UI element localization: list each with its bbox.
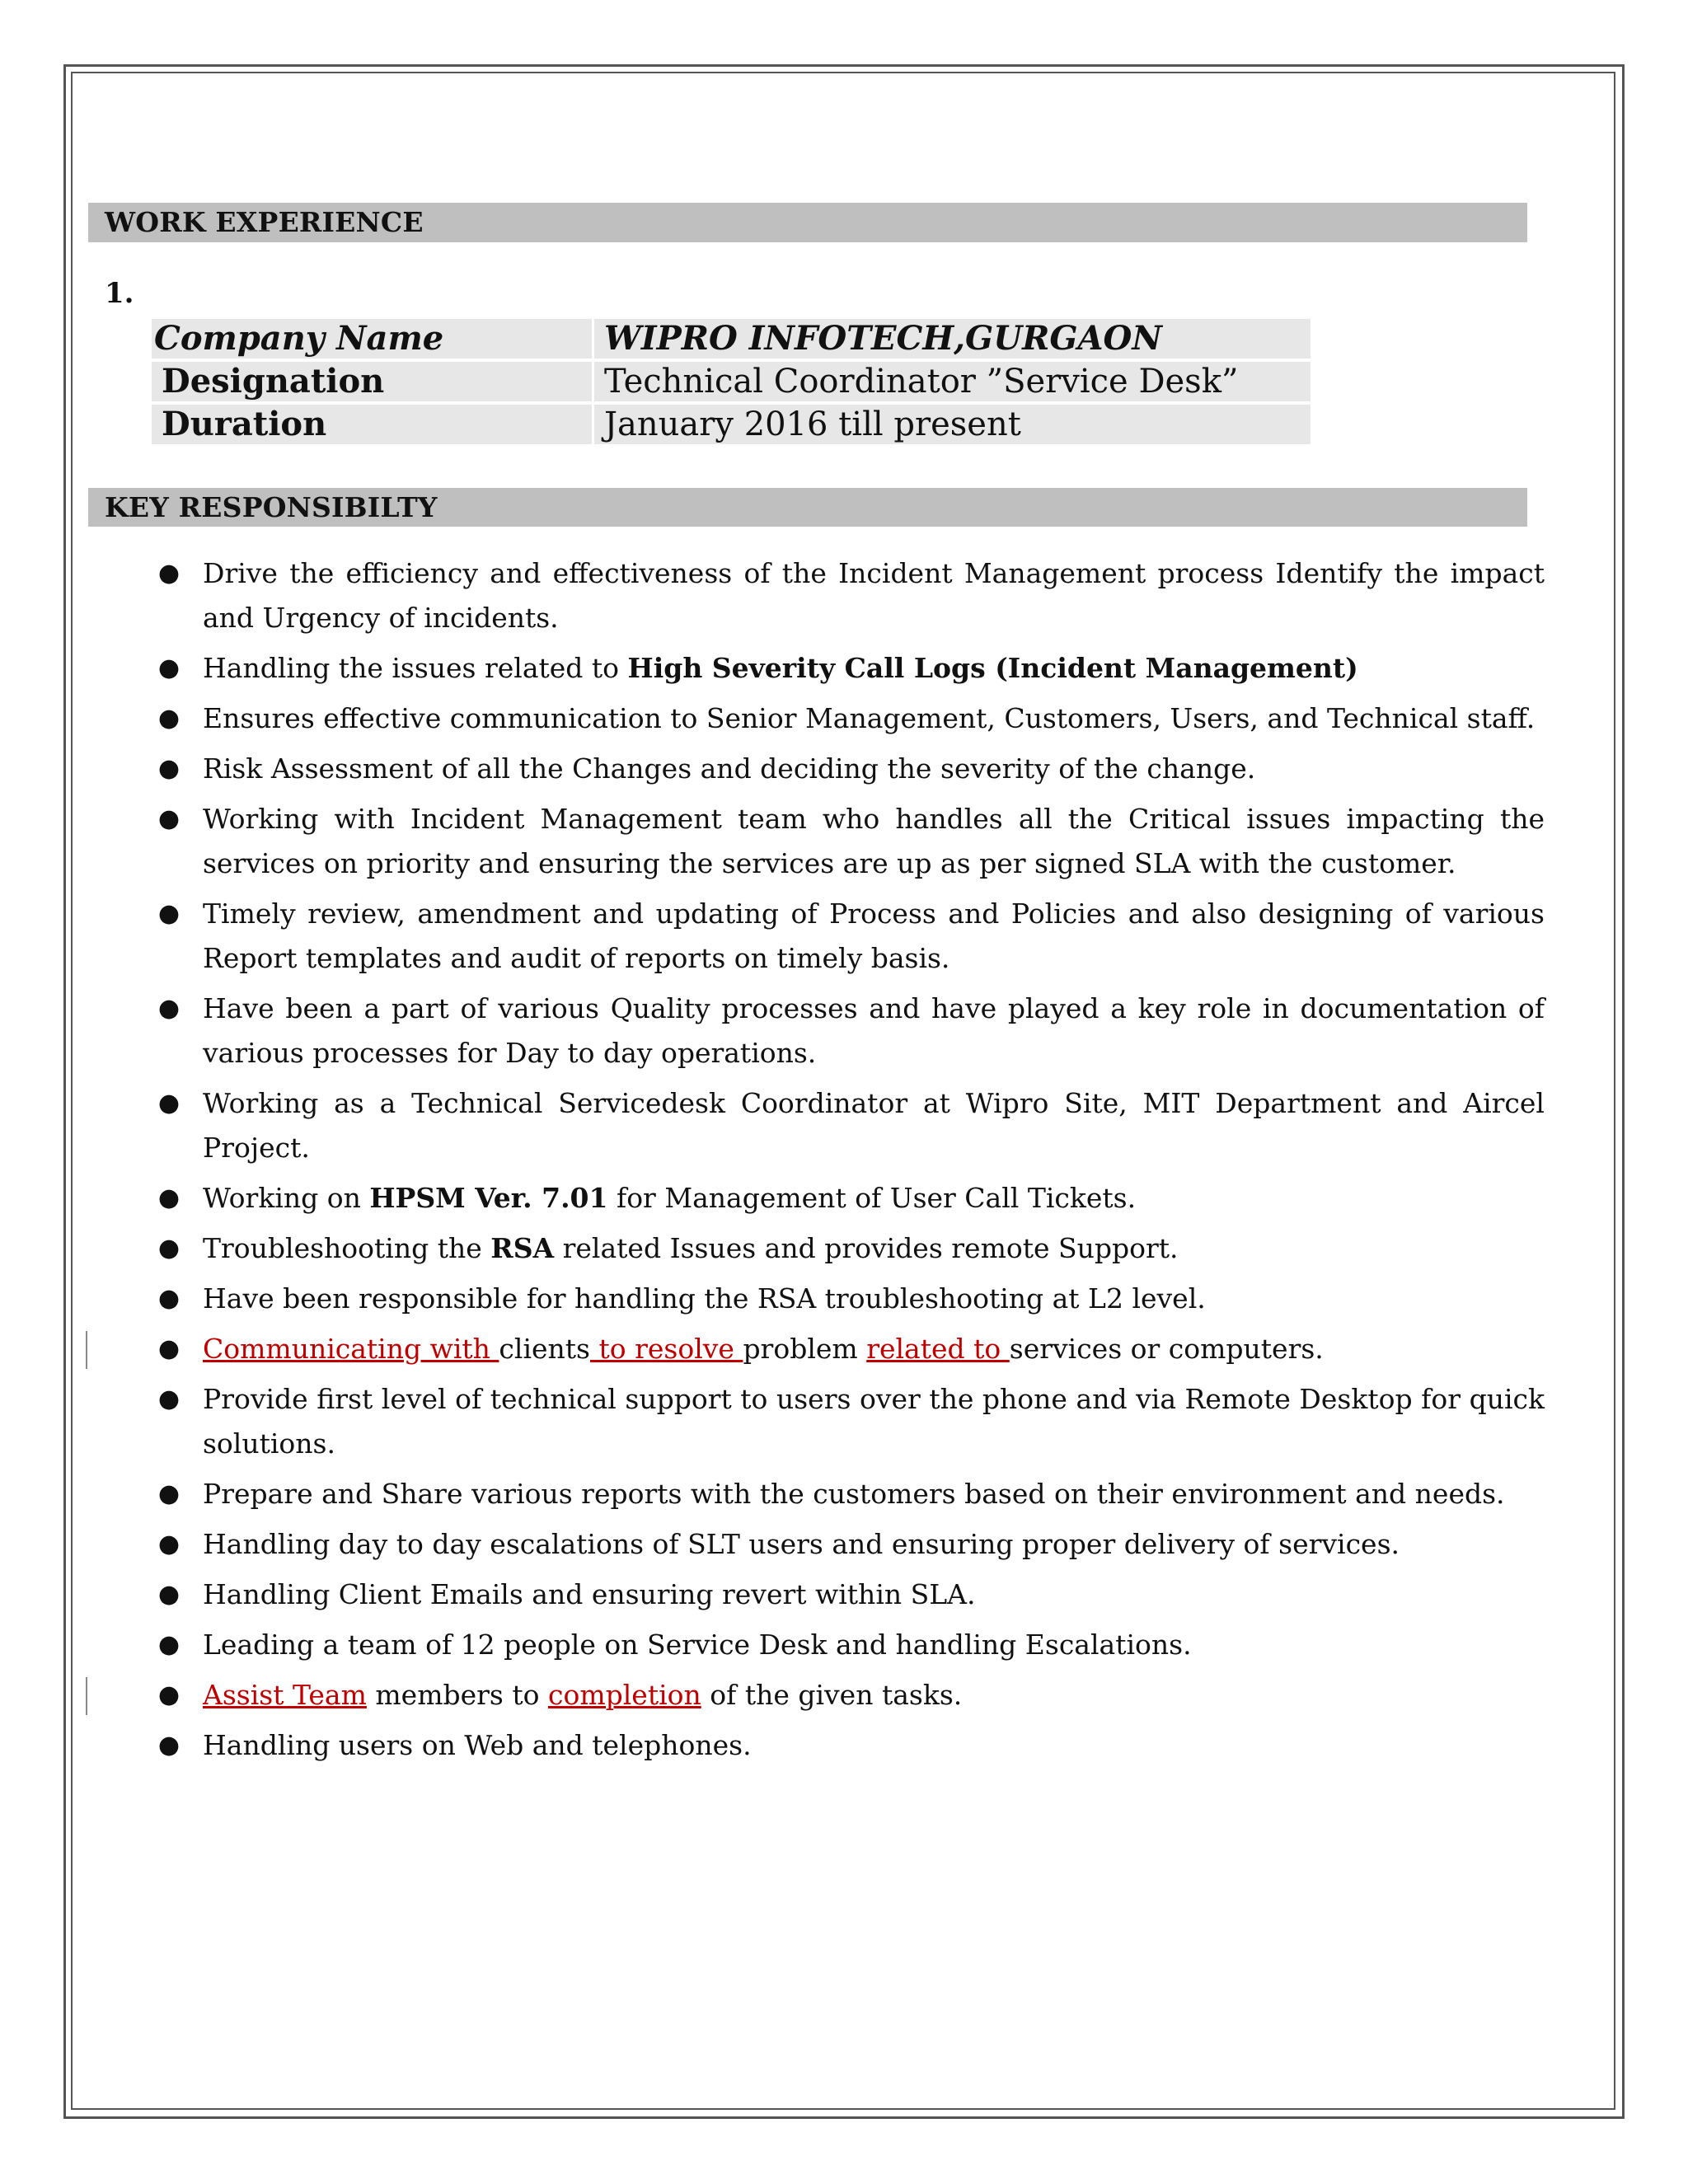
list-item-text: related Issues and provides remote Support. [554,1232,1179,1264]
list-item [157,1377,1545,1466]
list-item [157,1472,1545,1516]
bullet-icon: ● [157,1530,181,1558]
list-item [157,1277,1545,1321]
job-info-table [152,316,1311,448]
designation-value: Technical Coordinator ”Service Desk” [592,362,1311,401]
bullet-icon: ● [157,899,181,928]
bullet-icon: ● [157,1479,181,1508]
list-item-text: Ensures effective communication to Senior Management, Customers, Users, and Technical staff. [203,702,1536,734]
bullet-icon: ● [157,654,181,682]
list-item [157,747,1545,791]
work-experience-header: WORK EXPERIENCE [88,203,1527,242]
bullet-icon: ● [157,1630,181,1659]
list-item-text: Leading a team of 12 people on Service Desk and handling Escalations. [203,1629,1192,1661]
list-item-text: of the given tasks. [701,1679,963,1711]
bullet-icon: ● [157,1385,181,1413]
company-name-value: WIPRO INFOTECH,GURGAON [592,319,1311,359]
table-row-duration [152,405,1311,444]
list-item-bold-text: RSA [490,1232,555,1264]
list-item-text: Working as a Technical Servicedesk Coordinator at Wipro Site, MIT Department and Aircel Project. [203,1087,1545,1164]
duration-value: January 2016 till present [592,405,1311,444]
bullet-icon: ● [157,1284,181,1313]
list-item-text: Timely review, amendment and updating of Process and Policies and also designing of various Report templates and audit of reports on timely basis. [203,898,1545,974]
designation-label: Designation [152,362,592,401]
tracked-change-text: Assist Team [203,1679,367,1711]
list-item-text: Risk Assessment of all the Changes and deciding the severity of the change. [203,752,1256,785]
list-item-text: Working on [203,1182,370,1214]
key-responsibility-header: KEY RESPONSIBILTY [88,488,1527,527]
list-item-text: Prepare and Share various reports with the customers based on their environment and needs. [203,1478,1505,1510]
list-item [157,1081,1545,1170]
list-item [157,1723,1545,1768]
list-item-text: Handling the issues related to [203,652,628,684]
list-item-text: Have been responsible for handling the RSA troubleshooting at L2 level. [203,1282,1206,1315]
bullet-icon: ● [157,1183,181,1212]
bullet-icon: ● [157,1089,181,1118]
bullet-icon: ● [157,704,181,733]
responsibility-list [157,551,1545,1774]
list-item-bold-text: HPSM Ver. 7.01 [369,1182,608,1214]
bullet-icon: ● [157,1334,181,1363]
list-item [157,1572,1545,1617]
tracked-change-text: Communicating with [203,1333,499,1365]
bullet-icon: ● [157,1580,181,1609]
list-item [157,551,1545,640]
list-item-text: Provide first level of technical support to users over the phone and via Remote Desktop for quick solutions. [203,1383,1545,1460]
list-item [157,1327,1545,1371]
duration-label: Duration [152,405,592,444]
list-item-text: Troubleshooting the [203,1232,491,1264]
change-bar [86,1331,87,1369]
list-item-text: Drive the efficiency and effectiveness of the Incident Management process Identify the impact and Urgency of incidents. [203,557,1545,634]
bullet-icon: ● [157,804,181,833]
company-name-label: Company Name [152,319,592,359]
list-item [157,892,1545,981]
list-item-text: Handling day to day escalations of SLT users and ensuring proper delivery of services. [203,1528,1400,1560]
change-bar [86,1677,87,1715]
list-item-text: clients [499,1333,590,1365]
list-item-text: problem [743,1333,867,1365]
bullet-icon: ● [157,1680,181,1709]
list-item [157,1673,1545,1718]
list-item-text: services or computers. [1009,1333,1324,1365]
table-row-company [152,319,1311,359]
list-item-text: for Management of User Call Tickets. [607,1182,1137,1214]
bullet-icon: ● [157,559,181,588]
bullet-icon: ● [157,754,181,783]
bullet-icon: ● [157,1731,181,1760]
list-item [157,797,1545,886]
list-item [157,696,1545,741]
tracked-change-text: related to [866,1333,1010,1365]
entry-number: 1. [105,277,134,310]
list-item-text: members to [366,1679,548,1711]
list-item-bold-text: High Severity Call Logs (Incident Management) [627,652,1358,684]
list-item [157,1226,1545,1271]
list-item-text: Working with Incident Management team who handles all the Critical issues impacting the services on priority and ensuring the services are up as per signed SLA with the customer. [203,803,1545,879]
list-item-text: Handling Client Emails and ensuring revert within SLA. [203,1578,976,1610]
list-item [157,1623,1545,1667]
list-item [157,1176,1545,1221]
bullet-icon: ● [157,1234,181,1263]
list-item-text: Handling users on Web and telephones. [203,1729,752,1761]
tracked-change-text: to resolve [590,1333,743,1365]
list-item [157,1522,1545,1567]
table-row-designation [152,362,1311,401]
tracked-change-text: completion [547,1679,701,1711]
list-item [157,646,1545,691]
list-item-text: Have been a part of various Quality processes and have played a key role in documentation of various processes for Day to day operations. [203,992,1545,1069]
list-item [157,987,1545,1076]
bullet-icon: ● [157,994,181,1023]
